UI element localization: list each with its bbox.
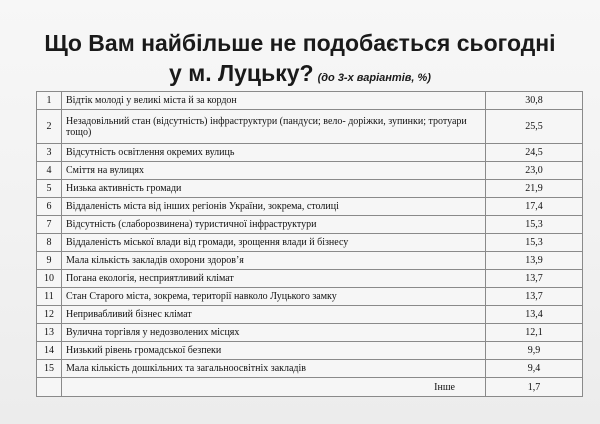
row-number: 1 <box>37 92 62 110</box>
row-text: Непривабливий бізнес клімат <box>62 306 486 324</box>
table-row <box>37 234 583 252</box>
table-row <box>37 144 583 162</box>
row-text: Вулична торгівля у недозволених місцях <box>62 324 486 342</box>
table-row <box>37 306 583 324</box>
row-text: Погана екологія, несприятливий клімат <box>62 270 486 288</box>
row-number: 14 <box>37 342 62 360</box>
table-row <box>37 270 583 288</box>
row-number: 13 <box>37 324 62 342</box>
row-value: 30,8 <box>486 92 583 110</box>
row-number: 15 <box>37 360 62 378</box>
table-row <box>37 324 583 342</box>
row-number: 12 <box>37 306 62 324</box>
row-value: 23,0 <box>486 162 583 180</box>
row-text: Стан Старого міста, зокрема, території навколо Луцького замку <box>62 288 486 306</box>
row-value: 9,4 <box>486 360 583 378</box>
slide-title <box>0 30 600 92</box>
row-number: 10 <box>37 270 62 288</box>
table-row <box>37 360 583 378</box>
row-number: 6 <box>37 198 62 216</box>
table-row-other <box>37 378 583 397</box>
row-text: Мала кількість дошкільних та загальноосвітніх закладів <box>62 360 486 378</box>
row-text: Віддаленість міської влади від громади, зрощення влади й бізнесу <box>62 234 486 252</box>
row-value: 12,1 <box>486 324 583 342</box>
row-number: 4 <box>37 162 62 180</box>
row-value: 21,9 <box>486 180 583 198</box>
row-number: 2 <box>37 110 62 144</box>
title-note: (до 3-х варіантів, %) <box>317 72 431 84</box>
survey-table-body <box>37 92 583 397</box>
row-number: 11 <box>37 288 62 306</box>
row-text: Незадовільний стан (відсутність) інфраструктури (пандуси; вело- доріжки, зупинки; тротуари тощо) <box>62 110 486 144</box>
row-value: 9,9 <box>486 342 583 360</box>
row-value: 13,9 <box>486 252 583 270</box>
row-number: 7 <box>37 216 62 234</box>
row-value: 15,3 <box>486 234 583 252</box>
row-text: Мала кількість закладів охорони здоров’я <box>62 252 486 270</box>
table-row <box>37 198 583 216</box>
table-row <box>37 110 583 144</box>
table-row <box>37 162 583 180</box>
table-row <box>37 216 583 234</box>
row-text: Сміття на вулицях <box>62 162 486 180</box>
title-line-2-text: у м. Луцьку? <box>169 60 314 86</box>
other-label: Інше <box>62 378 486 397</box>
row-text: Віддаленість міста від інших регіонів України, зокрема, столиці <box>62 198 486 216</box>
row-text: Відсутність (слаборозвинена) туристичної інфраструктури <box>62 216 486 234</box>
row-number: 8 <box>37 234 62 252</box>
row-value: 13,7 <box>486 288 583 306</box>
row-text: Відтік молоді у великі міста й за кордон <box>62 92 486 110</box>
row-number: 3 <box>37 144 62 162</box>
row-value: 25,5 <box>486 110 583 144</box>
row-number: 5 <box>37 180 62 198</box>
row-value: 24,5 <box>486 144 583 162</box>
row-number: 9 <box>37 252 62 270</box>
table-row <box>37 288 583 306</box>
row-value: 13,4 <box>486 306 583 324</box>
row-value: 13,7 <box>486 270 583 288</box>
row-text: Відсутність освітлення окремих вулиць <box>62 144 486 162</box>
row-value: 15,3 <box>486 216 583 234</box>
row-number-empty <box>37 378 62 397</box>
table-row <box>37 92 583 110</box>
row-text: Низький рівень громадської безпеки <box>62 342 486 360</box>
row-text: Низька активність громади <box>62 180 486 198</box>
table-row <box>37 180 583 198</box>
title-line-1: Що Вам найбільше не подобається сьогодні <box>44 30 556 56</box>
survey-table <box>36 91 583 397</box>
table-row <box>37 342 583 360</box>
row-value: 17,4 <box>486 198 583 216</box>
title-line-2 <box>0 60 600 92</box>
other-value: 1,7 <box>486 378 583 397</box>
table-row <box>37 252 583 270</box>
